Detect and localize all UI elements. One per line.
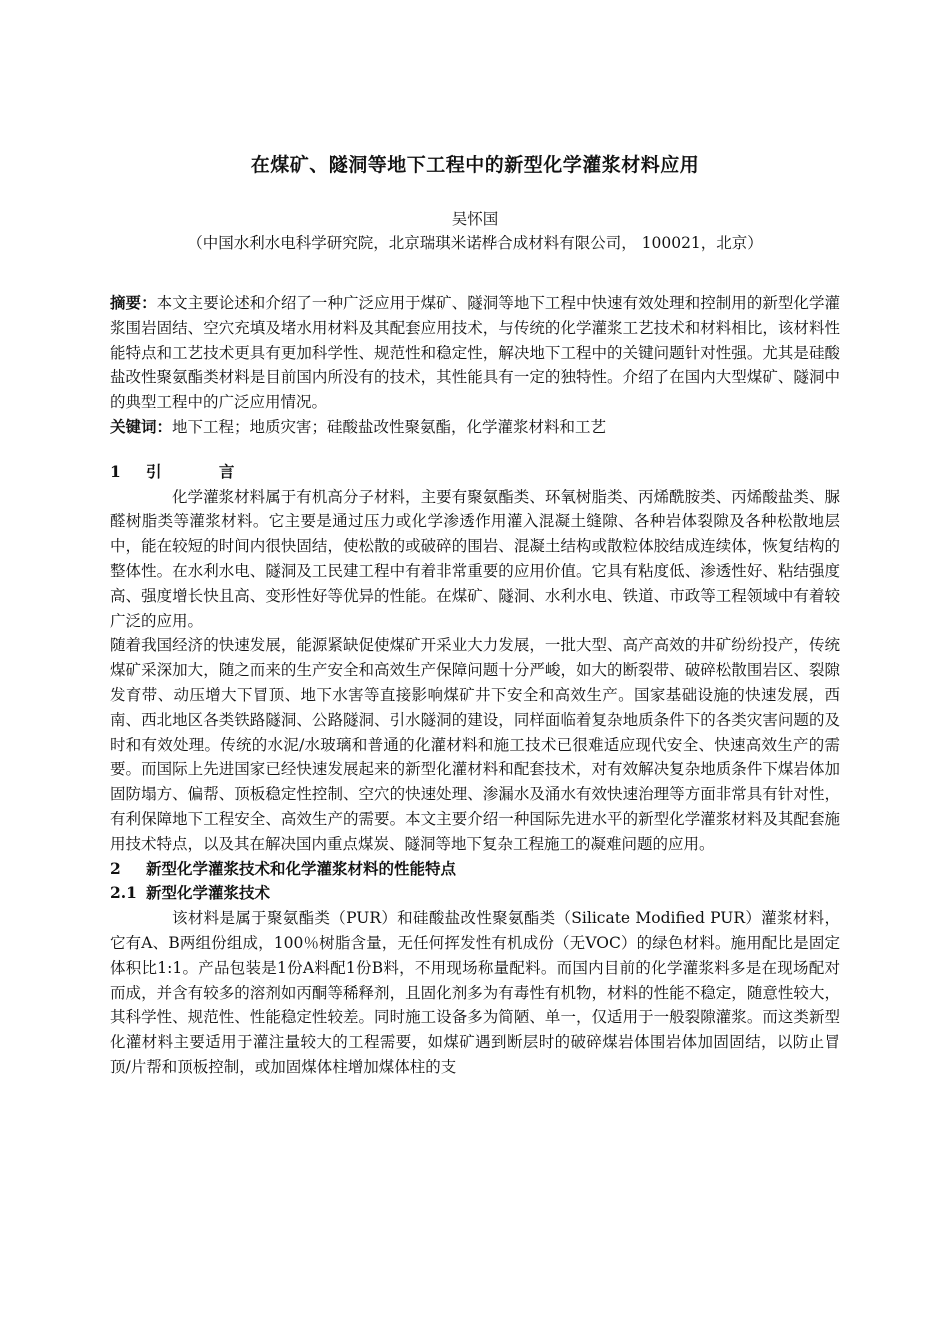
abstract bbox=[110, 291, 840, 415]
keywords-text: 地下工程；地质灾害；硅酸盐改性聚氨酯，化学灌浆材料和工艺 bbox=[172, 417, 607, 436]
keywords-label: 关键词： bbox=[110, 417, 173, 436]
section-2-title: 新型化学灌浆技术和化学灌浆材料的性能特点 bbox=[146, 859, 457, 878]
section-2-number: 2 bbox=[110, 858, 121, 878]
document-page bbox=[110, 150, 840, 1080]
keywords bbox=[110, 415, 840, 440]
section-2-heading bbox=[110, 857, 840, 882]
section-2-1-heading bbox=[110, 881, 840, 906]
paper-title: 在煤矿、隧洞等地下工程中的新型化学灌浆材料应用 bbox=[250, 154, 700, 176]
author: 吴怀国 bbox=[451, 210, 499, 228]
section-2-1-paragraph-1: 该材料是属于聚氨酯类（PUR）和硅酸盐改性聚氨酯类（Silicate Modified PUR）灌浆材料，它有A、B两组份组成，100％树脂含量，无任何挥发性有机成份（无VOC）的绿色材料。施用配比是固定体积比1:1。产品包装是1份A料配1份B料，不用现场称量配料。而国内目前的化学灌浆料多是在现场配对而成，并含有较多的溶剂如丙酮等稀释剂，且固化剂多为有毒性有机物，材料的性能不稳定，随意性较大，其科学性、规范性、性能稳定性较差。同时施工设备多为简陋、单一，仅适用于一般裂隙灌浆。而这类新型化灌材料主要适用于灌注量较大的工程需要，如煤矿遇到断层时的破碎煤岩体围岩体加固固结，以防止冒顶/片帮和顶板控制，或加固煤体柱增加煤体柱的支 bbox=[110, 909, 840, 1076]
section-2-1-number: 2.1 bbox=[110, 883, 137, 903]
section-2-1-title: 新型化学灌浆技术 bbox=[146, 884, 271, 903]
abstract-text: 本文主要论述和介绍了一种广泛应用于煤矿、隧洞等地下工程中快速有效处理和控制用的新型化学灌浆围岩固结、空穴充填及堵水用材料及其配套应用技术，与传统的化学灌浆工艺技术和材料相比，该材料性能特点和工艺技术更具有更加科学性、规范性和稳定性，解决地下工程中的关键问题针对性强。尤其是硅酸盐改性聚氨酯类材料是目前国内所没有的技术，其性能具有一定的独特性。介绍了在国内大型煤矿、隧洞中的典型工程中的广泛应用情况。 bbox=[110, 294, 840, 412]
affiliation: （中国水利水电科学研究院，北京瑞琪米诺桦合成材料有限公司， 100021，北京） bbox=[187, 234, 763, 252]
section-1-number: 1 bbox=[110, 461, 121, 481]
section-1-title: 引 言 bbox=[146, 462, 261, 481]
section-1-heading bbox=[110, 460, 840, 485]
section-1-paragraph-1: 化学灌浆材料属于有机高分子材料，主要有聚氨酯类、环氧树脂类、丙烯酰胺类、丙烯酸盐类、脲醛树脂类等灌浆材料。它主要是通过压力或化学渗透作用灌入混凝土缝隙、各种岩体裂隙及各种松散地层中，能在较短的时间内很快固结，使松散的或破碎的围岩、混凝土结构或散粒体胶结成连续体，恢复结构的整体性。在水利水电、隧洞及工民建工程中有着非常重要的应用价值。它具有粘度低、渗透性好、粘结强度高、强度增长快且高、变形性好等优异的性能。在煤矿、隧洞、水利水电、铁道、市政等工程领域中有着较广泛的应用。 bbox=[110, 487, 840, 630]
section-1-paragraph-2: 随着我国经济的快速发展，能源紧缺促使煤矿开采业大力发展，一批大型、高产高效的井矿纷纷投产，传统煤矿采深加大，随之而来的生产安全和高效生产保障问题十分严峻，如大的断裂带、破碎松散围岩区、裂隙发育带、动压增大下冒顶、地下水害等直接影响煤矿井下安全和高效生产。国家基础设施的快速发展，西南、西北地区各类铁路隧洞、公路隧洞、引水隧洞的建设，同样面临着复杂地质条件下的各类灾害问题的及时和有效处理。传统的水泥/水玻璃和普通的化灌材料和施工技术已很难适应现代安全、快速高效生产的需要。而国际上先进国家已经快速发展起来的新型化灌材料和配套技术，对有效解决复杂地质条件下煤岩体加固防塌方、偏帮、顶板稳定性控制、空穴的快速处理、渗漏水及涌水有效快速治理等方面非常具有针对性，有利保障地下工程安全、高效生产的需要。本文主要介绍一种国际先进水平的新型化学灌浆材料及其配套施用技术特点，以及其在解决国内重点煤炭、隧洞等地下复杂工程施工的凝难问题的应用。 bbox=[110, 636, 840, 853]
abstract-label: 摘要： bbox=[110, 294, 157, 312]
